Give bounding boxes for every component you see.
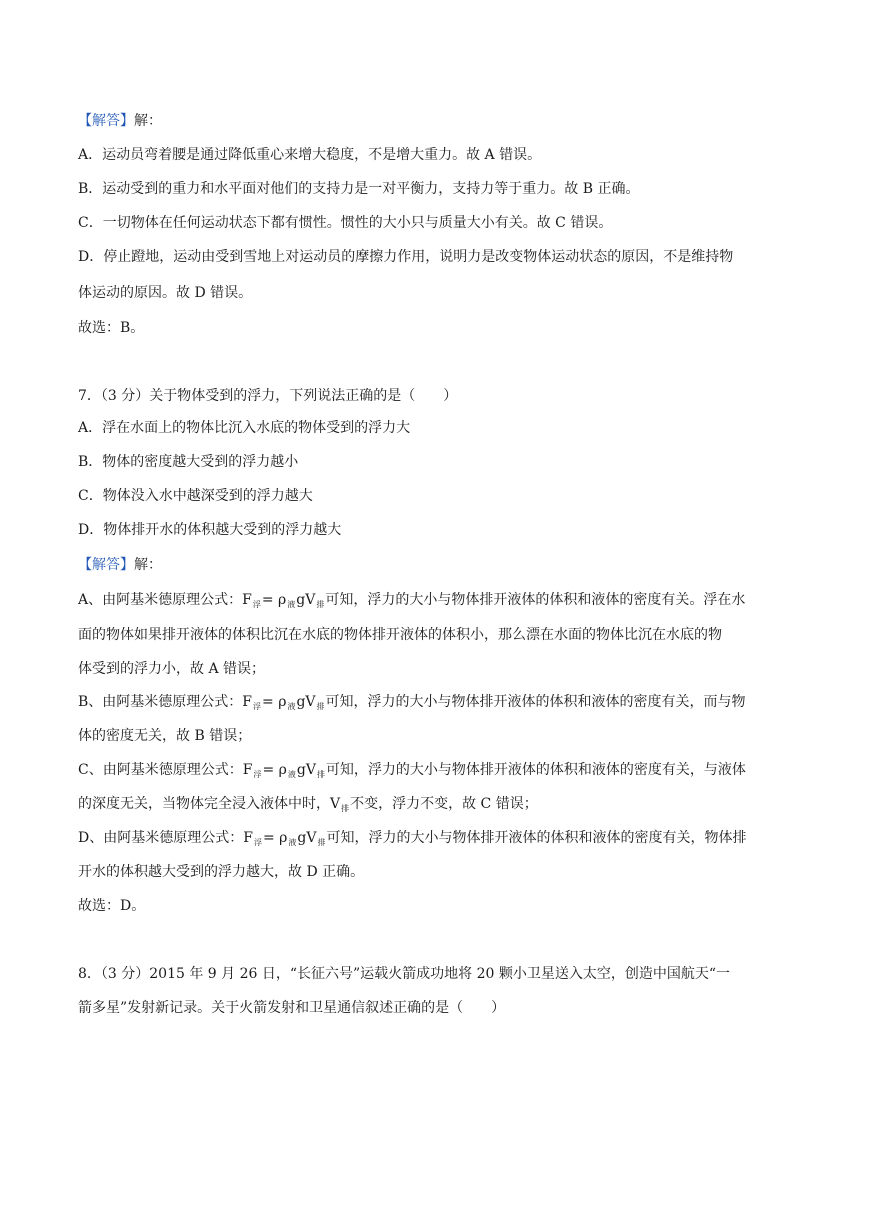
answer-label: A、 xyxy=(78,592,103,608)
q7-option-a: A．浮在水面上的物体比沉入水底的物体受到的浮力大 xyxy=(78,420,411,436)
formula-sub-fu: 浮 xyxy=(253,702,262,711)
answer-tag: 【解答】 xyxy=(78,557,134,573)
q6-choice: 故选：B。 xyxy=(78,320,145,336)
q6-answer-d-line1: D．停止蹬地，运动由受到雪地上对运动员的摩擦力作用，说明力是改变物体运动状态的原因，不是维持物 xyxy=(78,249,734,265)
formula-gv: gV xyxy=(296,592,316,608)
formula-sub-pai: 排 xyxy=(341,804,350,813)
q7-answer-d-line2: 开水的体积越大受到的浮力越大，故 D 正确。 xyxy=(78,864,365,880)
answer-label: D、 xyxy=(78,830,104,846)
q6-answer-heading xyxy=(78,111,162,131)
formula-sub-ye: 液 xyxy=(288,838,297,847)
answer-text: 浮力的大小与物体排开液体的体积和液体的密度有关。浮在水 xyxy=(367,592,746,608)
q7-answer-d-line1 xyxy=(78,828,746,850)
q8-stem-line1: 8．（3 分）2015 年 9 月 26 日，“长征六号”运载火箭成功地将 20 颗小卫星送入太空，创造中国航天“一 xyxy=(78,966,731,982)
q6-answer-c: C．一切物体在任何运动状态下都有惯性。惯性的大小只与质量大小有关。故 C 错误。 xyxy=(78,215,613,231)
q7-option-c: C．物体没入水中越深受到的浮力越大 xyxy=(78,488,313,504)
formula-prefix: 由阿基米德原理公式：F xyxy=(103,830,253,846)
q7-stem: 7．（3 分）关于物体受到的浮力，下列说法正确的是（ ） xyxy=(78,388,458,404)
formula-gv: gV xyxy=(296,762,316,778)
formula-sub-pai: 排 xyxy=(316,600,325,609)
q7-answer-a-line3: 体受到的浮力小，故 A 错误； xyxy=(78,661,266,677)
q6-answer-d-line2: 体运动的原因。故 D 错误。 xyxy=(78,285,253,301)
q7-answer-c-line2 xyxy=(78,794,538,816)
formula-eq: = ρ xyxy=(262,830,288,846)
q7-option-d: D．物体排开水的体积越大受到的浮力越大 xyxy=(78,522,342,538)
formula-prefix: 由阿基米德原理公式：F xyxy=(102,762,253,778)
formula-sub-fu: 浮 xyxy=(252,600,261,609)
formula-eq: = ρ xyxy=(262,762,287,778)
q7-answer-a-line2: 面的物体如果排开液体的体积比沉在水底的物体排开液体的体积小，那么漂在水面的物体比沉在水底的物 xyxy=(78,627,722,643)
formula-gv: gV xyxy=(297,830,317,846)
answer-text: 不变，浮力不变，故 C 错误； xyxy=(350,796,538,812)
answer-text: 的深度无关，当物体完全浸入液体中时，V xyxy=(78,796,341,812)
formula-sub-fu: 浮 xyxy=(253,838,262,847)
formula-gv: gV xyxy=(296,694,316,710)
q7-answer-c-line1 xyxy=(78,760,746,782)
formula-eq: = ρ xyxy=(261,592,287,608)
formula-sub-pai: 排 xyxy=(316,702,325,711)
formula-eq: = ρ xyxy=(262,694,287,710)
q7-option-b: B．物体的密度越大受到的浮力越小 xyxy=(78,454,299,470)
formula-sub-ye: 液 xyxy=(287,770,296,779)
formula-suffix: 可知， xyxy=(325,592,368,608)
answer-text: 浮力的大小与物体排开液体的体积和液体的密度有关，而与物 xyxy=(367,694,746,710)
q6-answer-a: A．运动员弯着腰是通过降低重心来增大稳度，不是增大重力。故 A 错误。 xyxy=(78,147,542,163)
formula-sub-ye: 液 xyxy=(287,600,296,609)
answer-head: 解： xyxy=(134,113,162,129)
answer-tag: 【解答】 xyxy=(78,113,134,129)
formula-sub-pai: 排 xyxy=(317,838,326,847)
formula-sub-pai: 排 xyxy=(316,770,325,779)
formula-suffix: 可知， xyxy=(326,830,369,846)
q8-stem-line2: 箭多星”发射新记录。关于火箭发射和卫星通信叙述正确的是（ ） xyxy=(78,1000,506,1016)
formula-suffix: 可知， xyxy=(325,762,368,778)
formula-sub-fu: 浮 xyxy=(253,770,262,779)
answer-text: 浮力的大小与物体排开液体的体积和液体的密度有关，与液体 xyxy=(367,762,746,778)
q7-choice: 故选：D。 xyxy=(78,898,146,914)
q7-answer-b-line2: 体的密度无关，故 B 错误； xyxy=(78,728,252,744)
answer-text: 浮力的大小与物体排开液体的体积和液体的密度有关，物体排 xyxy=(368,830,747,846)
answer-label: C、 xyxy=(78,762,103,778)
answer-label: B、 xyxy=(78,694,103,710)
q6-answer-b: B．运动受到的重力和水平面对他们的支持力是一对平衡力，支持力等于重力。故 B 正确。 xyxy=(78,181,640,197)
answer-head: 解： xyxy=(134,557,162,573)
formula-suffix: 可知， xyxy=(325,694,368,710)
formula-prefix: 由阿基米德原理公式：F xyxy=(102,694,253,710)
q7-answer-heading xyxy=(78,555,162,575)
q7-answer-b-line1 xyxy=(78,692,746,714)
formula-sub-ye: 液 xyxy=(287,702,296,711)
q7-answer-a-line1 xyxy=(78,590,745,612)
formula-prefix: 由阿基米德原理公式：F xyxy=(102,592,252,608)
